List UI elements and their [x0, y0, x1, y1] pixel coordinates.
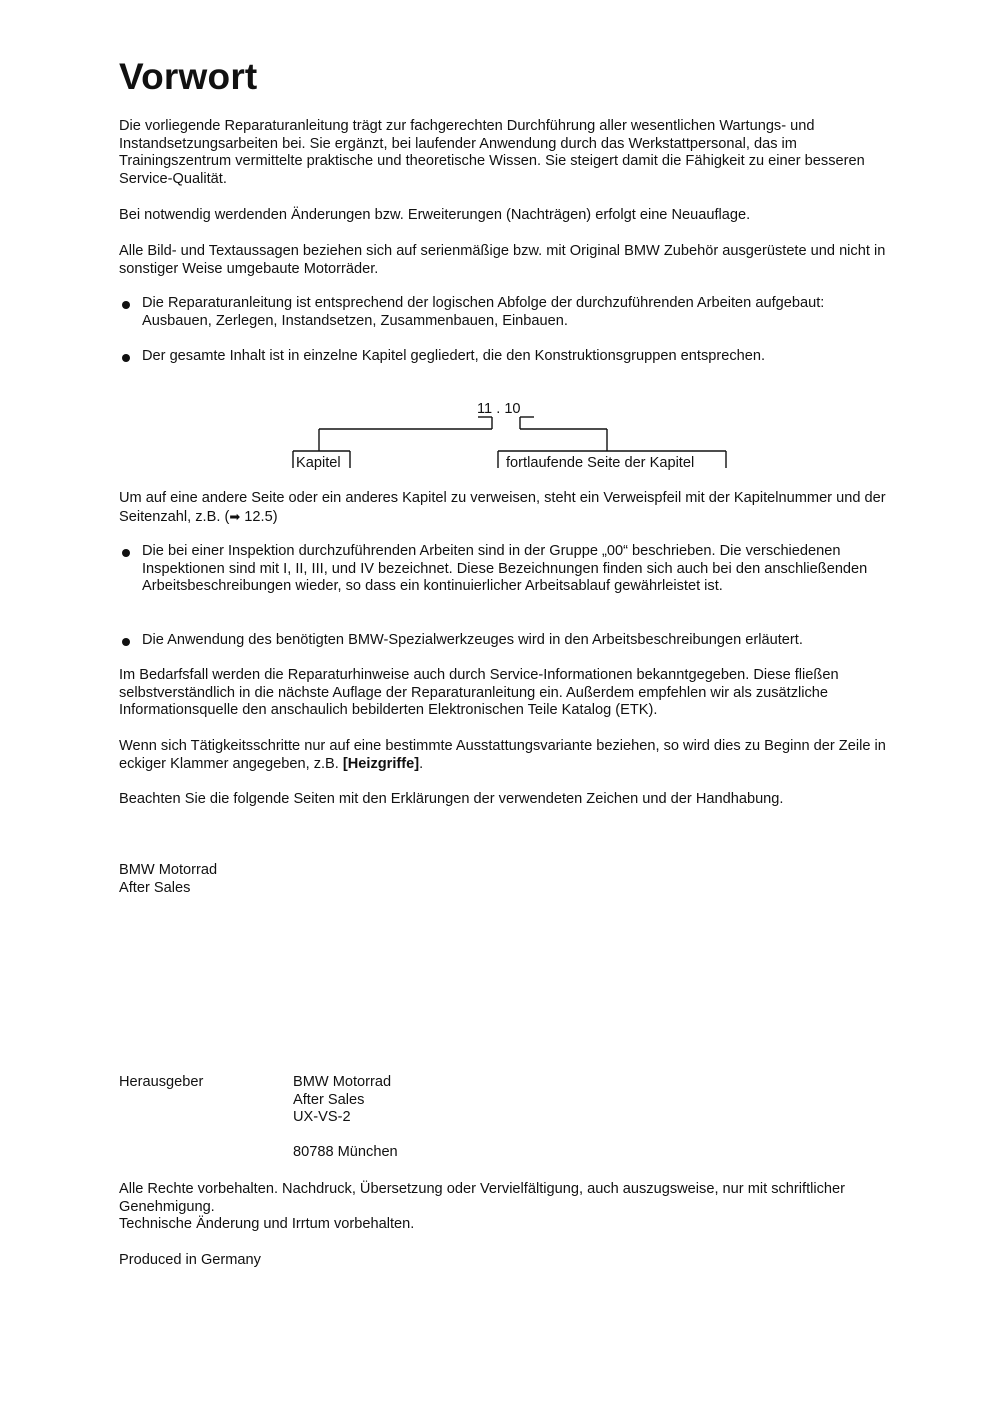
page-label: fortlaufende Seite der Kapitel [506, 455, 695, 471]
list-item [119, 632, 895, 650]
signature-line: After Sales [119, 879, 191, 896]
page-title: Vorwort [119, 56, 258, 97]
address-line: BMW Motorrad [293, 1074, 392, 1090]
chapter-label: Kapitel [296, 455, 341, 471]
reference-text: Um auf eine andere Seite oder ein anderes Kapitel zu verweisen, steht ein Verweispfeil mit der Kapitelnummer und der Seitenzahl, z.B. ( [119, 490, 886, 525]
reference-target: 12.5) [240, 508, 278, 525]
signature-line: BMW Motorrad [119, 862, 218, 878]
address-line: 80788 München [293, 1144, 398, 1161]
bullet-icon [122, 638, 130, 646]
list-item [119, 348, 895, 366]
variant-suffix: . [419, 755, 424, 772]
produced-in: Produced in Germany [119, 1252, 261, 1268]
list-item [119, 295, 895, 330]
bullet-icon [122, 354, 130, 362]
page-numbering-diagram [280, 398, 740, 478]
address-line: UX-VS-2 [293, 1109, 351, 1126]
reference-arrow-icon: ➡ [229, 508, 241, 524]
list-item-text: Der gesamte Inhalt ist in einzelne Kapitel gegliedert, die den Konstruktionsgruppen entsprechen. [142, 348, 766, 364]
list-item-text: Die bei einer Inspektion durchzuführenden Arbeiten sind in der Gruppe „00“ beschrieben. Die verschiedenen Inspektionen sind mit I, II, III, und IV bezeichnet. Diese Bezeichnungen finden sich auch bei den anschließenden Arbeitsbeschreibungen wieder, so dass ein kontinuierlicher Arbeitsablauf gewährleistet ist. [142, 543, 868, 595]
variant-example: [Heizgriffe] [342, 755, 420, 772]
address-line: After Sales [293, 1091, 365, 1108]
signature [119, 862, 895, 897]
address-line [293, 1127, 398, 1145]
publisher-label: Herausgeber [119, 1074, 204, 1090]
variant-paragraph [119, 738, 895, 773]
bullet-icon [122, 301, 130, 309]
list-item-text: Die Reparaturanleitung ist entsprechend der logischen Abfolge der durchzuführenden Arbeiten aufgebaut: Ausbauen, Zerlegen, Instandsetzen, Zusammenbauen, Einbauen. [142, 295, 825, 329]
variant-text: Wenn sich Tätigkeitsschritte nur auf eine bestimmte Ausstattungsvariante beziehen, so wird dies zu Beginn der Zeile in eckiger Klammer angegeben, z.B. [119, 738, 886, 772]
rights-line: Alle Rechte vorbehalten. Nachdruck, Übersetzung oder Vervielfältigung, auch auszugsweise, nur mit schriftlicher Genehmigung. [119, 1181, 846, 1215]
notes-paragraph: Beachten Sie die folgende Seiten mit den Erklärungen der verwendeten Zeichen und der Handhabung. [119, 791, 784, 807]
changes-paragraph: Bei notwendig werdenden Änderungen bzw. Erweiterungen (Nachträgen) erfolgt eine Neuauflage. [119, 207, 751, 223]
intro-paragraph: Die vorliegende Reparaturanleitung trägt zur fachgerechten Durchführung aller wesentlichen Wartungs- und Instandsetzungsarbeiten bei. Sie ergänzt, bei laufender Anwendung durch das Werkstattpersonal, das im Trainingszentrum vermittelte praktische und theoretische Wissen. Sie steigert damit die Fähigkeit zu einer besseren Service-Qualität. [119, 118, 865, 187]
rights-line: Technische Änderung und Irrtum vorbehalten. [119, 1216, 415, 1233]
reference-paragraph [119, 490, 895, 526]
list-item-text: Die Anwendung des benötigten BMW-Spezialwerkzeuges wird in den Arbeitsbeschreibungen erläutert. [142, 632, 803, 648]
page-number-example: 11 . 10 [477, 401, 521, 417]
list-item [119, 543, 895, 596]
images-paragraph: Alle Bild- und Textaussagen beziehen sich auf serienmäßige bzw. mit Original BMW Zubehör ausgerüstete und nicht in sonstiger Weise umgebaute Motorräder. [119, 243, 886, 277]
publisher-address [293, 1074, 398, 1162]
service-paragraph: Im Bedarfsfall werden die Reparaturhinweise auch durch Service-Informationen bekanntgegeben. Diese fließen selbstverständlich in die nächste Auflage der Reparaturanleitung ein. Außerdem empfehlen wir als zusätzliche Informationsquelle den anschaulich bebilderten Elektronischen Teile Katalog (ETK). [119, 667, 839, 719]
bullet-icon [122, 549, 130, 557]
rights-notice [119, 1181, 895, 1234]
